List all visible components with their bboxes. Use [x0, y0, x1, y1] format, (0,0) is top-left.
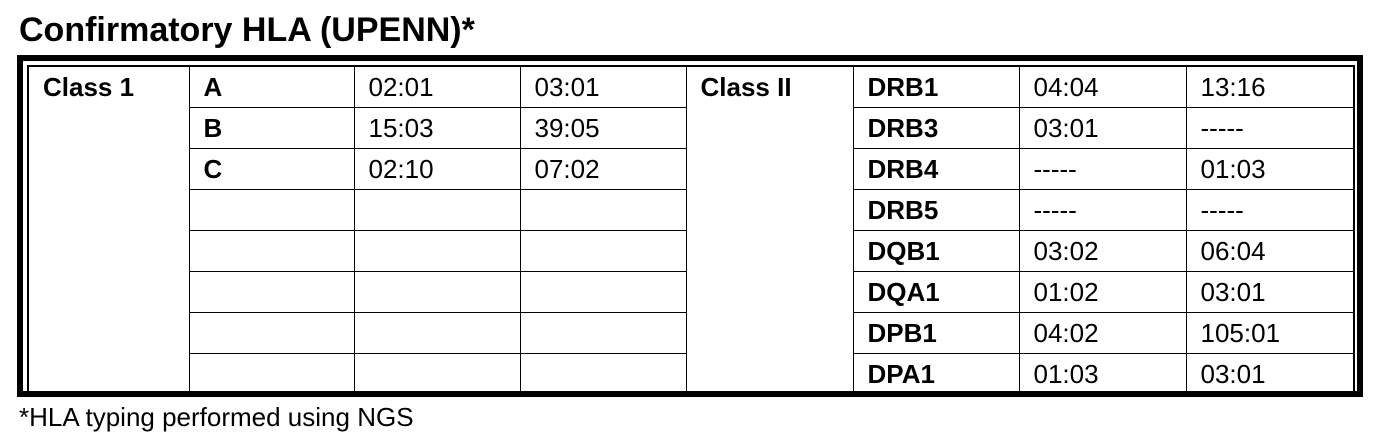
class1-allele2	[520, 190, 686, 231]
class2-allele1: 01:03	[1019, 354, 1186, 396]
hla-table-frame	[17, 55, 1363, 397]
class1-locus: B	[189, 108, 354, 149]
class2-allele2: 13:16	[1186, 66, 1354, 108]
footnote: *HLA typing performed using NGS	[19, 402, 414, 432]
class1-locus	[189, 272, 354, 313]
class1-allele2: 07:02	[520, 149, 686, 190]
class1-locus: A	[189, 66, 354, 108]
page-title: Confirmatory HLA (UPENN)*	[19, 11, 475, 49]
class2-label: Class II	[686, 66, 853, 395]
class1-allele1	[354, 231, 520, 272]
class2-allele1: 04:04	[1019, 66, 1186, 108]
class1-allele2	[520, 231, 686, 272]
class2-locus: DRB4	[853, 149, 1019, 190]
class2-allele2: 03:01	[1186, 354, 1354, 396]
class2-locus: DQA1	[853, 272, 1019, 313]
class2-allele2: -----	[1186, 108, 1354, 149]
class1-allele1	[354, 313, 520, 354]
class1-allele1: 02:01	[354, 66, 520, 108]
class2-allele1: 04:02	[1019, 313, 1186, 354]
class1-allele1: 02:10	[354, 149, 520, 190]
class2-allele1: -----	[1019, 149, 1186, 190]
class2-locus: DPA1	[853, 354, 1019, 396]
class2-locus: DRB3	[853, 108, 1019, 149]
class1-allele2: 39:05	[520, 108, 686, 149]
class2-locus: DRB5	[853, 190, 1019, 231]
class1-allele1: 15:03	[354, 108, 520, 149]
hla-table-body	[28, 66, 1354, 395]
class1-allele2	[520, 272, 686, 313]
class2-locus: DPB1	[853, 313, 1019, 354]
class1-locus	[189, 354, 354, 396]
class1-allele1	[354, 190, 520, 231]
class2-allele2: 06:04	[1186, 231, 1354, 272]
class2-allele1: -----	[1019, 190, 1186, 231]
class1-allele1	[354, 272, 520, 313]
class2-allele1: 01:02	[1019, 272, 1186, 313]
class2-allele2: 01:03	[1186, 149, 1354, 190]
class2-allele1: 03:02	[1019, 231, 1186, 272]
class2-allele1: 03:01	[1019, 108, 1186, 149]
table-row	[28, 66, 1354, 108]
class2-locus: DQB1	[853, 231, 1019, 272]
class1-allele1	[354, 354, 520, 396]
class2-allele2: 03:01	[1186, 272, 1354, 313]
class2-locus: DRB1	[853, 66, 1019, 108]
class2-allele2: 105:01	[1186, 313, 1354, 354]
class2-allele2: -----	[1186, 190, 1354, 231]
class1-locus	[189, 313, 354, 354]
class1-allele2	[520, 354, 686, 396]
class1-label: Class 1	[28, 66, 189, 395]
class1-locus	[189, 190, 354, 231]
class1-locus	[189, 231, 354, 272]
class1-allele2	[520, 313, 686, 354]
class1-allele2: 03:01	[520, 66, 686, 108]
hla-table	[27, 65, 1355, 396]
class1-locus: C	[189, 149, 354, 190]
